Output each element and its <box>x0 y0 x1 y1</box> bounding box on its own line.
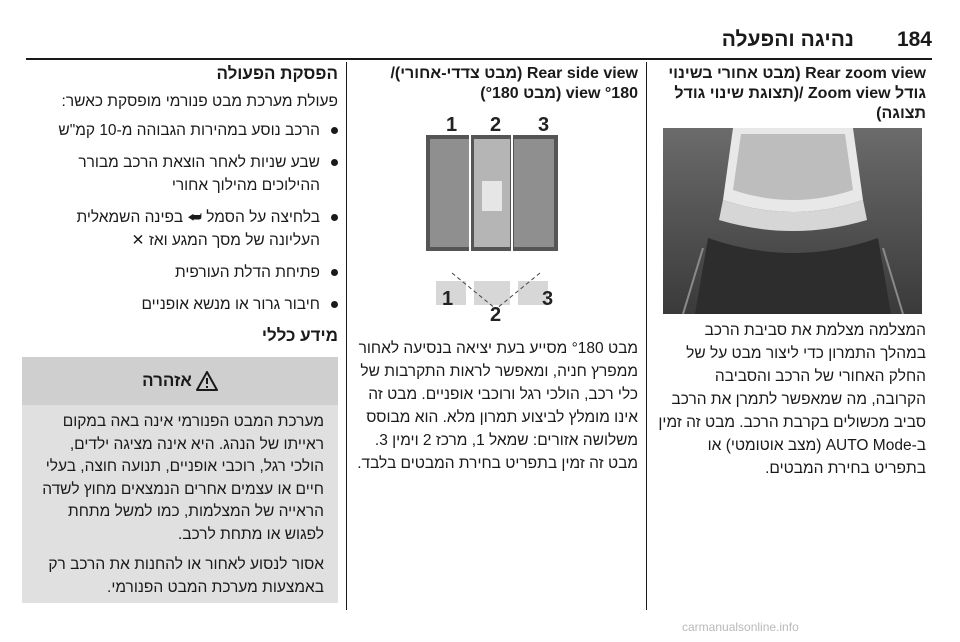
rear-side-view-diagram <box>412 111 572 323</box>
diagram-label-top-2: 2 <box>490 114 502 136</box>
section-rear-zoom-view <box>656 64 926 124</box>
watermark: carmanualsonline.info <box>682 620 799 634</box>
deactivation-list <box>22 119 338 316</box>
column-divider-right <box>646 62 647 610</box>
deactivation-intro: פעולת מערכת מבט פנורמי מופסקת כאשר: <box>61 93 338 110</box>
list-item: חיבור גרור או מנשא אופניים <box>22 293 338 316</box>
warning-triangle-icon <box>196 371 218 391</box>
list-item: פתיחת הדלת העורפית <box>22 261 338 284</box>
rear-zoom-text: המצלמה מצלמת את סביבת הרכב במהלך התמרון כדי ליצור מבט על של החלק האחורי של הרכב והסביבה הקרובה, מה שמאפשר לתמרן את הרכב סביב מכשולים בקרבת הרכב. מבט זה זמין ב-AUTO Mode (מצב אוטומטי) או בתפריט בחירת המבטים. <box>658 322 926 477</box>
rear-zoom-camera-image <box>663 128 922 314</box>
list-item: שבע שניות לאחר הוצאת הרכב מבורר ההילוכים מהילוך אחורי <box>22 151 338 197</box>
section-deactivation <box>22 64 338 346</box>
warning-body <box>22 405 338 599</box>
diagram-label-bottom-2: 2 <box>490 304 502 323</box>
warning-header <box>22 357 338 405</box>
warning-title: אזהרה <box>142 371 192 390</box>
warning-paragraph: אסור לנסוע לאחור או להחנות את הרכב רק באמצעות מערכת המבט הפנורמי. <box>48 556 324 596</box>
rear-side-text: מבט °180 מסייע בעת יציאה בנסיעה לאחור ממפרץ חניה, ומאפשר לראות התקרבות של כלי רכב, הולכי רגל ורוכבי אופניים. מבט זה אינו מומלץ לביצוע תמרון מלא. הוא מבוסס משלושה אזורים: שמאל 1, מרכז 2 וימין 3. מבט זה זמין בתפריט בחירת המבטים בלבד. <box>357 340 638 472</box>
list-item: הרכב נוסע במהירות הגבוהה מ-10 קמ"ש <box>22 119 338 142</box>
rear-zoom-description <box>656 319 926 480</box>
list-item: בלחיצה על הסמל ⮨ בפינה השמאלית העליונה של מסך המגע ואז ✕ <box>22 206 338 252</box>
column-divider-left <box>346 62 347 610</box>
diagram-label-bottom-3: 3 <box>542 288 554 310</box>
page-number: 184 <box>896 28 932 51</box>
chapter-title: נהיגה והפעלה <box>721 28 854 51</box>
general-info-heading: מידע כללי <box>261 326 338 345</box>
diagram-label-top-1: 1 <box>446 114 458 136</box>
section-heading: Rear side view (מבט צדדי-אחורי)/ °180 view (מבט °180) <box>390 65 638 102</box>
warning-box <box>22 357 338 603</box>
section-heading: Rear zoom view (מבט אחורי בשינוי גודל Zoom view /(תצוגת שינוי גודל תצוגה) <box>668 65 926 122</box>
diagram-label-bottom-1: 1 <box>442 288 454 310</box>
warning-paragraph: מערכת המבט הפנורמי אינה באה במקום ראייתו של הנהג. היא אינה מציגה ילדים, הולכי רגל, רוכבי אופניים, תנועה חוצה, בעלי חיים או עצמים אחרים הנמצאים מחוץ לשדה הראייה של המצלמות, כמו למשל מתחת לפגוש או מתחת לרכב. <box>42 413 324 543</box>
section-heading: הפסקת הפעולה <box>216 64 338 83</box>
rear-side-description <box>356 337 638 475</box>
diagram-label-top-3: 3 <box>538 114 550 136</box>
section-rear-side-view <box>356 64 638 104</box>
page-header <box>26 10 932 60</box>
